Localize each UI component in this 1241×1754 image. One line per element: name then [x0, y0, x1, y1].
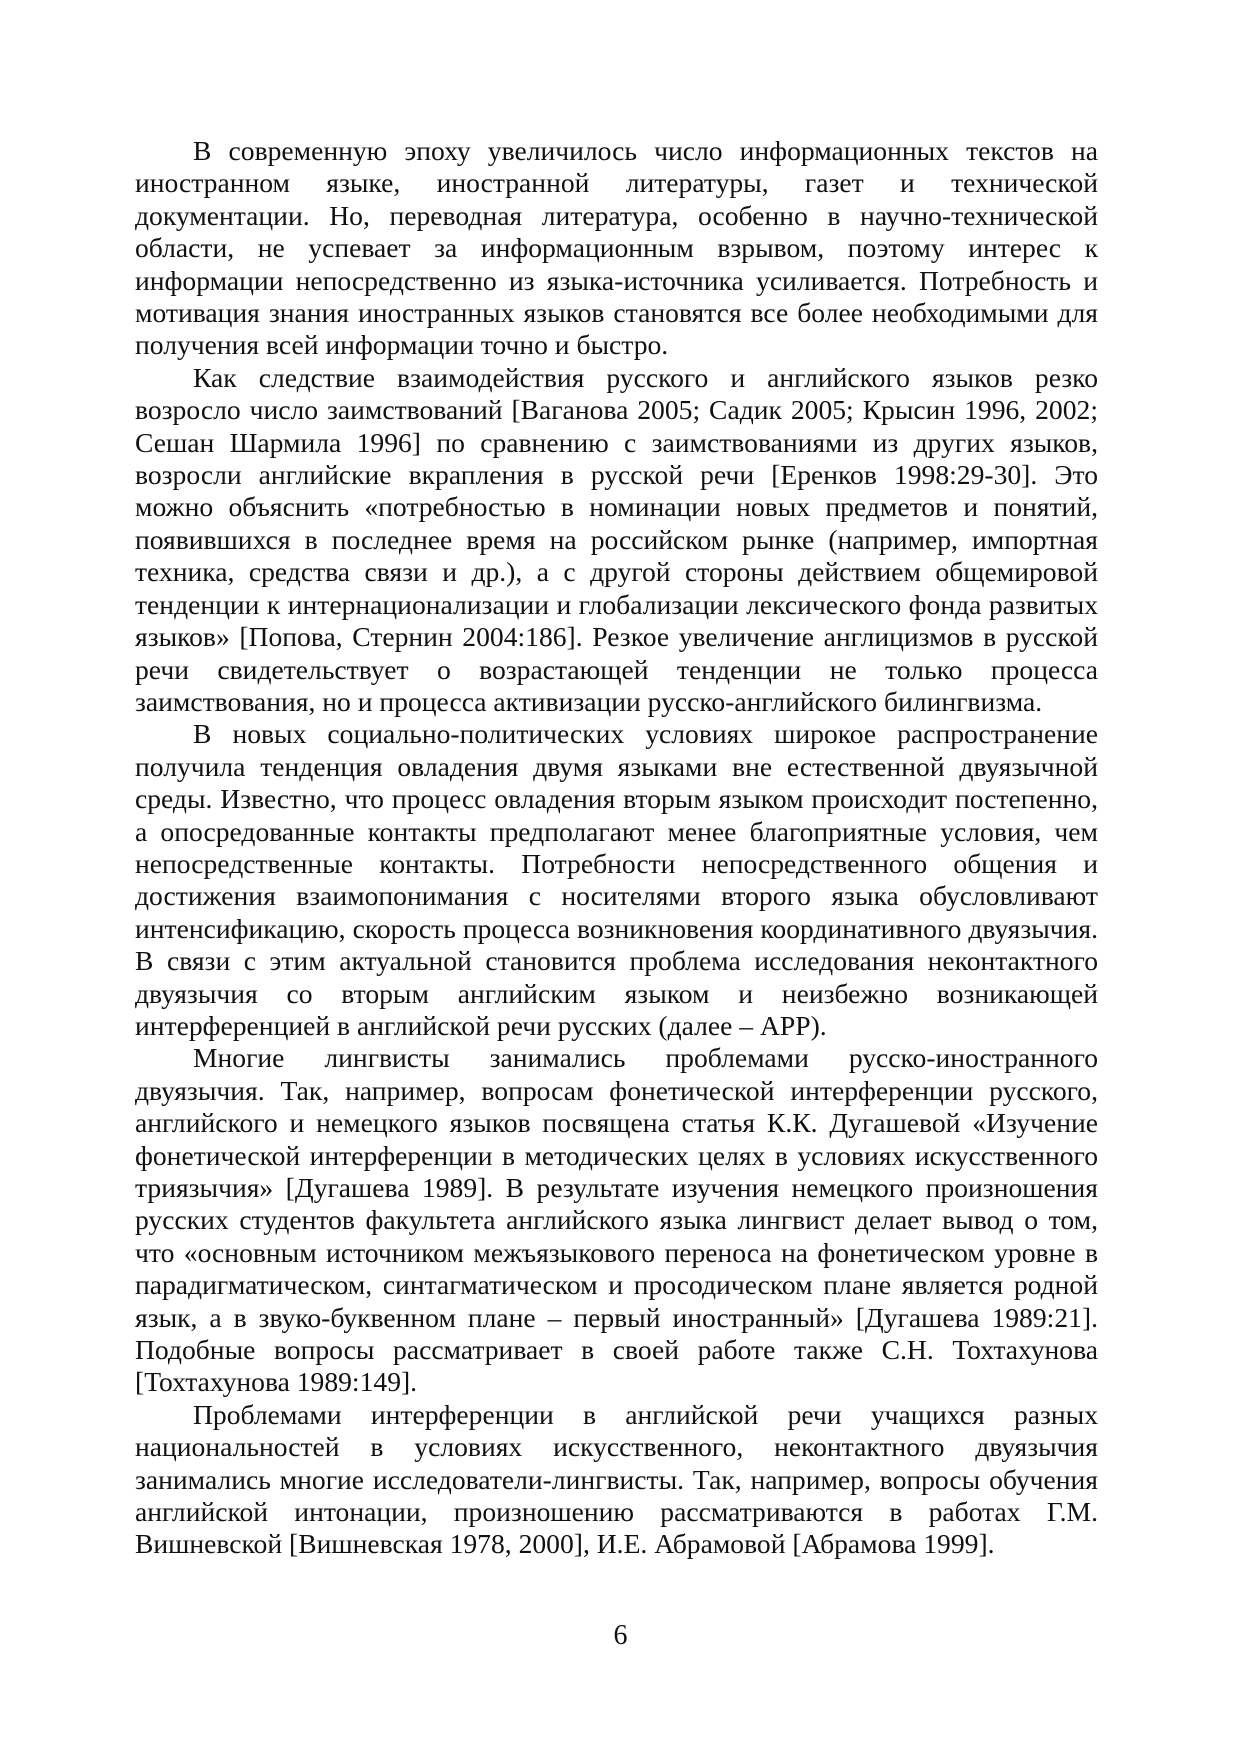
paragraph-5: Проблемами интерференции в английской речи учащихся разных национальностей в условиях искусственного, неконтактного двуязычия занимались многие исследователи-лингвисты. Так, например, вопросы обучения английской интонации, произношению рассматриваются в работах Г.М. Вишневской [Вишневская 1978, 2000], И.Е. Абрамовой [Абрамова 1999].	[135, 1398, 1098, 1560]
page-number: 6	[613, 1620, 628, 1651]
paragraph-4: Многие лингвисты занимались проблемами русско-иностранного двуязычия. Так, например, вопросам фонетической интерференции русского, английского и немецкого языков посвящена статья К.К. Дугашевой «Изучение фонетической интерференции в методических целях в условиях искусственного триязычия» [Дугашева 1989]. В результате изучения немецкого произношения русских студентов факультета английского языка лингвист делает вывод о том, что «основным источником межъязыкового переноса на фонетическом уровне в парадигматическом, синтагматическом и просодическом плане является родной язык, а в звуко-буквенном плане – первый иностранный» [Дугашева 1989:21]. Подобные вопросы рассматривает в своей работе также С.Н. Тохтахунова [Тохтахунова 1989:149].	[135, 1042, 1098, 1398]
paragraph-2: Как следствие взаимодействия русского и английского языков резко возросло число заимствований [Ваганова 2005; Садик 2005; Крысин 1996, 2002; Сешан Шармила 1996] по сравнению с заимствованиями из других языков, возросли английские вкрапления в русской речи [Еренков 1998:29-30]. Это можно объяснить «потребностью в номинации новых предметов и понятий, появившихся в последнее время на российском рынке (например, импортная техника, средства связи и др.), а с другой стороны действием общемировой тенденции к интернационализации и глобализации лексического фонда развитых языков» [Попова, Стернин 2004:186]. Резкое увеличение англицизмов в русской речи свидетельствует о возрастающей тенденции не только процесса заимствования, но и процесса активизации русско-английского билингвизма.	[135, 361, 1098, 717]
paragraph-1: В современную эпоху увеличилось число информационных текстов на иностранном языке, иностранной литературы, газет и технической документации. Но, переводная литература, особенно в научно-технической области, не успевает за информационным взрывом, поэтому интерес к информации непосредственно из языка-источника усиливается. Потребность и мотивация знания иностранных языков становятся все более необходимыми для получения всей информации точно и быстро.	[135, 135, 1098, 361]
paragraph-3: В новых социально-политических условиях широкое распространение получила тенденция овладения двумя языками вне естественной двуязычной среды. Известно, что процесс овладения вторым языком происходит постепенно, а опосредованные контакты предполагают менее благоприятные условия, чем непосредственные контакты. Потребности непосредственного общения и достижения взаимопонимания с носителями второго языка обусловливают интенсификацию, скорость процесса возникновения координативного двуязычия. В связи с этим актуальной становится проблема исследования неконтактного двуязычия со вторым английским языком и неизбежно возникающей интерференцией в английской речи русских (далее – АРР).	[135, 718, 1098, 1041]
body-text	[135, 135, 1098, 1561]
